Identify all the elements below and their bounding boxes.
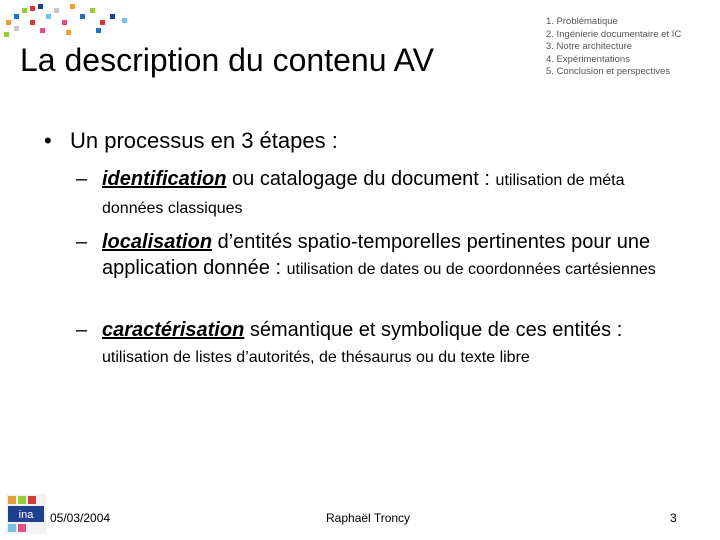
decorative-dot — [66, 30, 71, 35]
decorative-dot — [122, 18, 127, 23]
outline-item: 2. Ingénierie documentaire et IC — [546, 28, 682, 40]
outline-list — [546, 16, 681, 79]
footer-date: 05/03/2004 — [50, 511, 111, 525]
outline-item: 5. Conclusion et perspectives — [546, 66, 671, 78]
decorative-dot — [46, 14, 51, 19]
decorative-dot — [54, 8, 59, 13]
item-detail: utilisation de listes d’autorités, de thésaurus ou du texte libre — [102, 349, 530, 366]
main-bullet — [44, 128, 338, 154]
decorative-dot — [62, 20, 67, 25]
decorative-dot — [22, 8, 27, 13]
footer-author: Raphaël Troncy — [326, 511, 411, 525]
decorative-dot — [14, 26, 19, 31]
decorative-dot-pattern — [0, 0, 140, 40]
sub-item-caracterisation — [76, 317, 676, 371]
slide-title: La description du contenu AV — [20, 42, 434, 78]
footer-page-number: 3 — [670, 511, 677, 525]
item-text: sémantique et symbolique de ces entités : — [244, 319, 623, 341]
dash-mark: – — [76, 319, 88, 341]
decorative-dot — [96, 28, 101, 33]
logo-text: ina — [18, 509, 34, 521]
keyword: identification — [102, 168, 227, 190]
sub-item-localisation — [76, 229, 676, 283]
decorative-dot — [38, 4, 43, 9]
bullet-mark: • — [44, 128, 52, 153]
item-text: d’entités spatio-temporelles pertinentes pour une application donnée : — [102, 231, 651, 279]
bullet-text: Un processus en 3 étapes : — [70, 128, 338, 153]
item-detail: utilisation de dates ou de coordonnées cartésiennes — [286, 261, 656, 278]
decorative-dot — [40, 28, 45, 33]
item-detail: utilisation de méta données classiques — [102, 172, 625, 217]
decorative-dot — [4, 32, 9, 37]
decorative-dot — [30, 6, 35, 11]
decorative-dot — [30, 20, 35, 25]
keyword: localisation — [102, 231, 213, 253]
decorative-dot — [80, 14, 85, 19]
sub-item-identification — [76, 166, 676, 222]
dash-mark: – — [76, 231, 88, 253]
outline-item: 1. Problématique — [546, 16, 618, 27]
decorative-dot — [90, 8, 95, 13]
dash-mark: – — [76, 168, 88, 190]
keyword: caractérisation — [102, 319, 245, 341]
decorative-dot — [110, 14, 115, 19]
item-text: ou catalogage du document : — [226, 168, 496, 190]
decorative-dot — [100, 20, 105, 25]
outline-item: 3. Notre architecture — [546, 41, 633, 53]
decorative-dot — [6, 20, 11, 25]
outline-item: 4. Expérimentations — [546, 53, 630, 65]
ina-logo — [6, 494, 46, 534]
decorative-dot — [14, 14, 19, 19]
decorative-dot — [70, 4, 75, 9]
